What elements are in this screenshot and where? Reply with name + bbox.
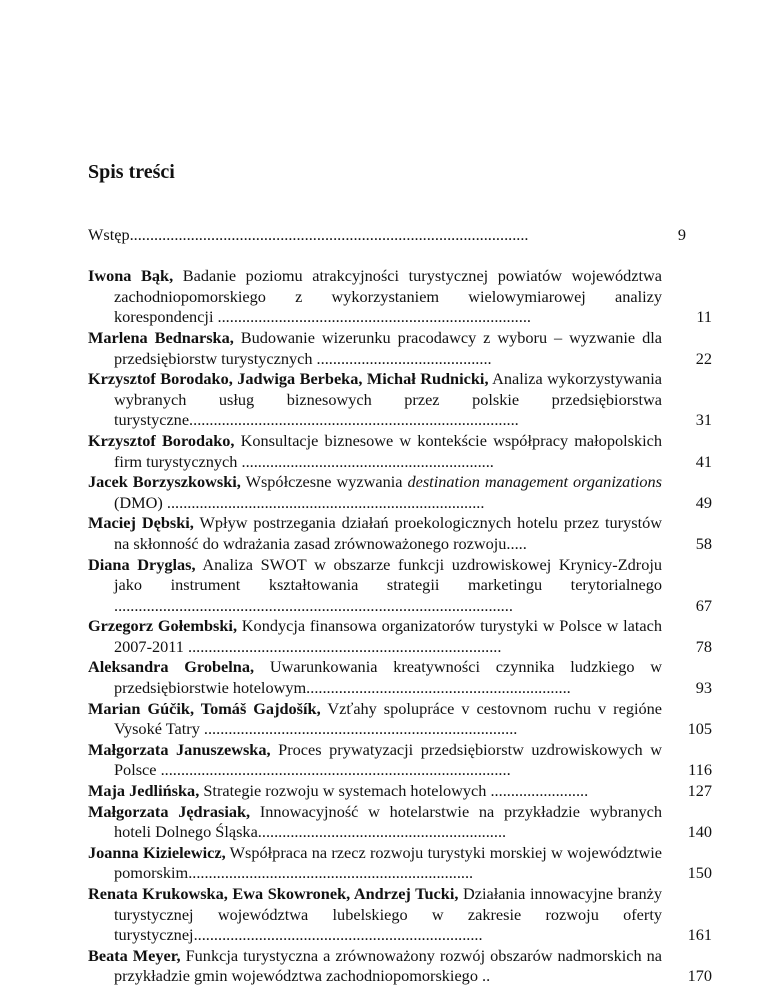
- toc-entry-text: [88, 740, 662, 781]
- dot-leader: ...........................................: [312, 348, 492, 368]
- dot-leader: .................................................................................: [189, 410, 519, 430]
- dot-leader: ..............................................................: [237, 451, 494, 471]
- page-number: 9: [677, 225, 686, 244]
- entry-title: Analiza wykorzystywania wybranych usług biznesowych przez polskie przedsiębiorstwa turystyczne: [114, 369, 662, 430]
- toc-entry[interactable]: [88, 266, 712, 328]
- entry-authors: Iwona Bąk,: [88, 266, 174, 286]
- toc-entry-text: [88, 472, 662, 513]
- entry-title: Kondycja finansowa organizatorów turystyki w Polsce w latach 2007-2011: [114, 616, 662, 656]
- toc-entry[interactable]: [88, 739, 712, 781]
- dot-leader: ......................................................................: [188, 863, 474, 883]
- toc-entry-text: [88, 657, 662, 698]
- entry-title: Uwarunkowania kreatywności czynnika ludzkiego w przedsiębiorstwie hotelowym: [114, 657, 662, 698]
- toc-entry[interactable]: [88, 369, 712, 431]
- toc-entry[interactable]: [88, 781, 712, 802]
- page-number: 105: [687, 719, 712, 739]
- page-number: 49: [695, 492, 712, 512]
- page-number: 161: [687, 925, 712, 945]
- toc-entry[interactable]: [88, 616, 712, 657]
- entry-title: Wpływ postrzegania działań proekologicznych hotelu przez turystów na skłonność do wdrażania zasad zrównoważonego rozwoju: [114, 513, 663, 553]
- dot-leader: ..................................................................................................: [114, 595, 513, 615]
- dot-leader: .............................................................: [257, 822, 507, 842]
- entry-authors: Małgorzata Januszewska,: [88, 739, 271, 759]
- dot-leader: .......................................................................: [193, 925, 483, 945]
- toc-entry-text: [88, 616, 662, 657]
- entry-title: Współpraca na rzecz rozwoju turystyki morskiej w województwie pomorskim: [114, 842, 662, 883]
- toc-entry-text: [88, 266, 662, 328]
- toc-entry-text: [88, 369, 662, 431]
- entry-title: Innowacyjność w hotelarstwie na przykładzie wybranych hoteli Dolnego Śląska: [114, 801, 662, 842]
- page-number: 22: [695, 348, 712, 368]
- entry-authors: Maja Jedlińska,: [88, 781, 200, 801]
- toc-entry-text: [88, 843, 662, 884]
- page-number: 31: [695, 410, 712, 430]
- toc-entry-text: [88, 555, 662, 617]
- page-number: 150: [687, 863, 712, 883]
- toc-entry[interactable]: [88, 513, 712, 554]
- toc-entry-text: [88, 513, 662, 554]
- toc-entry-intro[interactable]: [88, 225, 686, 246]
- entry-authors: Małgorzata Jędrasiak,: [88, 801, 251, 821]
- entry-title-suffix: (DMO): [114, 492, 163, 512]
- toc-entry-text: [88, 699, 662, 740]
- toc-entry-text: [88, 431, 662, 472]
- entry-title: Strategie rozwoju w systemach hotelowych: [203, 781, 487, 801]
- dot-leader: ........................: [486, 781, 589, 801]
- entry-authors: Aleksandra Grobelna,: [88, 657, 255, 677]
- entry-authors: Grzegorz Gołembski,: [88, 616, 238, 636]
- dot-leader: ..............................................................................: [162, 492, 485, 512]
- page-number: 78: [695, 636, 712, 656]
- entry-title: Badanie poziomu atrakcyjności turystycznej powiatów województwa zachodniopomorskiego z wykorzystaniem wielowymiarowej analizy korespondencji: [114, 266, 662, 327]
- toc-entry-text: [88, 328, 662, 369]
- page-number: 58: [695, 533, 712, 553]
- page-number: 93: [695, 678, 712, 698]
- dot-leader: .................................................................: [306, 678, 571, 698]
- toc-entry-text: [88, 946, 662, 987]
- page-title: Spis treści: [88, 161, 175, 183]
- entry-authors: Beata Meyer,: [88, 945, 181, 965]
- entry-title: Analiza SWOT w obszarze funkcji uzdrowiskowej Krynicy-Zdroju jako instrument kształtowania strategii marketingu terytorialnego: [114, 554, 663, 595]
- entry-authors: Krzysztof Borodako, Jadwiga Berbeka, Michał Rudnicki,: [88, 369, 489, 389]
- entry-title: Vzťahy spolupráce v cestovnom ruchu v regióne Vysoké Tatry: [114, 698, 662, 739]
- toc-entry[interactable]: [88, 945, 712, 987]
- toc-entry-text: [88, 225, 636, 246]
- page-number: 41: [695, 451, 712, 471]
- entry-authors: Krzysztof Borodako,: [88, 430, 235, 450]
- page-number: 67: [695, 595, 712, 615]
- dot-leader: .............................................................................: [199, 719, 518, 739]
- table-of-contents: [88, 225, 712, 987]
- dot-leader: .....: [506, 533, 527, 553]
- dot-leader: ......................................................................................: [156, 760, 511, 780]
- toc-entry-text: [88, 802, 662, 843]
- entry-title: Funkcja turystyczna a zrównoważony rozwój obszarów nadmorskich na przykładzie gmin województwa zachodniopomorskiego: [114, 945, 663, 986]
- entry-authors: Renata Krukowska, Ewa Skowronek, Andrzej Tucki,: [88, 884, 459, 903]
- page-number: 11: [696, 307, 712, 327]
- dot-leader: ..................................................................................................: [129, 225, 529, 244]
- toc-entry[interactable]: [88, 472, 712, 513]
- entry-authors: Marian Gúčik, Tomáš Gajdošík,: [88, 698, 321, 718]
- dot-leader: ..: [477, 966, 491, 986]
- entry-authors: Joanna Kizielewicz,: [88, 842, 226, 862]
- entry-title: Działania innowacyjne branży turystycznej województwa lubelskiego w zakresie rozwoju oferty turystycznej: [114, 884, 662, 945]
- entry-title: Konsultacje biznesowe w kontekście współpracy małopolskich firm turystycznych: [114, 430, 662, 471]
- toc-entry[interactable]: [88, 554, 712, 617]
- page-number: 140: [687, 822, 712, 842]
- entry-title: Wstęp: [88, 225, 130, 244]
- entry-title-italic: destination management organizations: [407, 472, 662, 492]
- toc-entry-text: [88, 884, 662, 946]
- toc-entry[interactable]: [88, 657, 712, 698]
- entry-authors: Maciej Dębski,: [88, 513, 194, 533]
- entry-authors: Jacek Borzyszkowski,: [88, 472, 241, 492]
- toc-entry[interactable]: [88, 698, 712, 740]
- entry-title: Proces prywatyzacji przedsiębiorstw uzdrowiskowych w Polsce: [114, 739, 662, 780]
- toc-entry[interactable]: [88, 884, 712, 946]
- entry-title: Współczesne wyzwania: [245, 472, 403, 492]
- entry-title: Budowanie wizerunku pracodawcy z wyboru – wyzwanie dla przedsiębiorstw turystycznych: [114, 327, 663, 368]
- page-number: 116: [688, 760, 712, 780]
- dot-leader: .............................................................................: [183, 636, 502, 656]
- page-number: 127: [687, 781, 712, 801]
- toc-entry[interactable]: [88, 327, 712, 369]
- page-number: 170: [687, 966, 712, 986]
- toc-entry[interactable]: [88, 801, 712, 843]
- toc-entry[interactable]: [88, 842, 712, 884]
- dot-leader: .............................................................................: [213, 307, 531, 327]
- entry-authors: Diana Dryglas,: [88, 554, 196, 574]
- toc-entry-text: [88, 781, 662, 802]
- entry-authors: Marlena Bednarska,: [88, 327, 234, 347]
- toc-entry[interactable]: [88, 430, 712, 472]
